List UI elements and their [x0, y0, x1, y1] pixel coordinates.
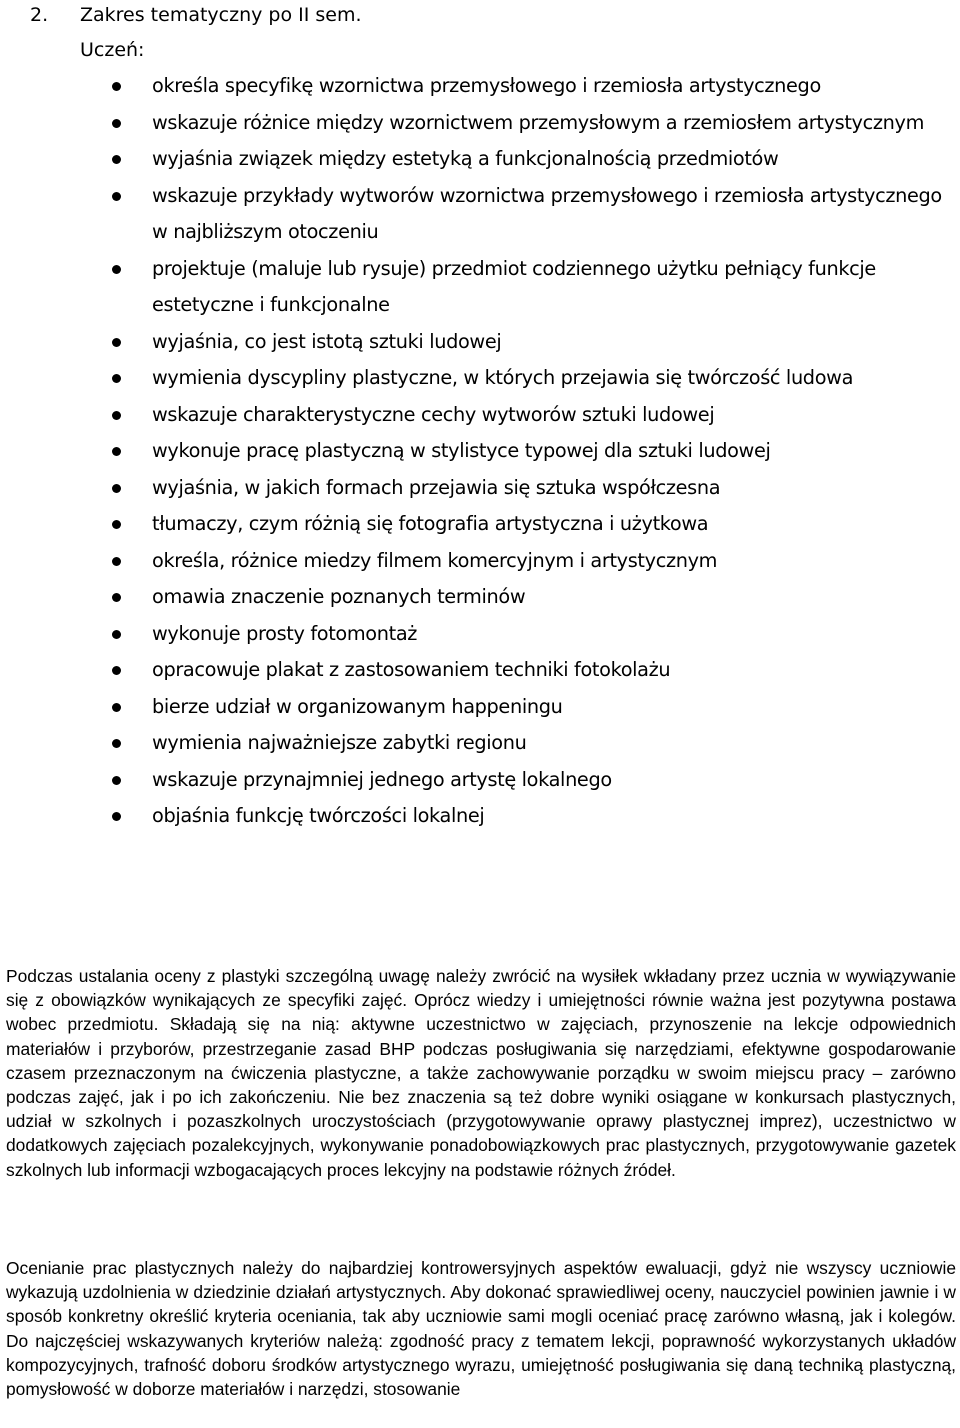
list-item-text: określa, różnice miedzy filmem komercyjnym i artystycznym — [152, 548, 718, 572]
section-number: 2. — [30, 4, 49, 26]
list-item — [0, 68, 960, 105]
section-title: Zakres tematyczny po II sem. — [80, 4, 362, 26]
bullet-icon — [112, 338, 121, 347]
list-item — [0, 579, 960, 616]
bullet-icon — [112, 739, 121, 748]
list-item — [0, 543, 960, 580]
bullet-icon — [112, 119, 121, 128]
list-item — [0, 616, 960, 653]
list-item — [0, 798, 960, 835]
bullet-icon — [112, 82, 121, 91]
bullet-icon — [112, 776, 121, 785]
bullet-icon — [112, 265, 121, 274]
list-item-text: objaśnia funkcję twórczości lokalnej — [152, 804, 485, 827]
bullet-icon — [112, 630, 121, 639]
list-item-text: wyjaśnia związek między estetyką a funkcjonalnością przedmiotów — [152, 147, 779, 170]
list-item-text: wykonuje pracę plastyczną w stylistyce typowej dla sztuki ludowej — [152, 439, 771, 462]
list-item-text: wskazuje przynajmniej jednego artystę lokalnego — [152, 767, 612, 791]
bullet-icon — [112, 593, 121, 602]
list-item-text: omawia znaczenie poznanych terminów — [152, 585, 526, 608]
list-item-text: wykonuje prosty fotomontaż — [152, 621, 418, 645]
bullet-icon — [112, 192, 121, 201]
list-item-text: projektuje (maluje lub rysuje) przedmiot codziennego użytku pełniący funkcje estetyczne i funkcjonalne — [152, 256, 876, 316]
list-item — [0, 506, 960, 543]
learning-outcomes-list — [0, 68, 960, 835]
list-item-text: wskazuje różnice między wzornictwem przemysłowym a rzemiosłem artystycznym — [152, 110, 925, 134]
bullet-icon — [112, 666, 121, 675]
bullet-icon — [112, 411, 121, 420]
list-item-text: wyjaśnia, co jest istotą sztuki ludowej — [152, 329, 502, 353]
bullet-icon — [112, 557, 121, 566]
list-item — [0, 689, 960, 726]
list-item — [0, 251, 960, 324]
bullet-icon — [112, 447, 121, 456]
list-item — [0, 433, 960, 470]
list-item — [0, 360, 960, 397]
bullet-icon — [112, 484, 121, 493]
list-item-text: wyjaśnia, w jakich formach przejawia się sztuka współczesna — [152, 475, 721, 499]
list-item — [0, 178, 960, 251]
bullet-icon — [112, 812, 121, 821]
grading-criteria-paragraph: Ocenianie prac plastycznych należy do najbardziej kontrowersyjnych aspektów ewaluacji, gdyż nie wszyscy uczniowie wykazują uzdolnienia w dziedzinie działań artystycznych. Aby dokonać sprawiedliwej oceny, nauczyciel powinien jawnie i w sposób konkretny określić kryteria oceniania, tak aby uczniowie sami mogli oceniać pracę zarówno własną, jak i kolegów. Do najczęściej wskazywanych kryteriów należą: zgodność pracy z tematem lekcji, poprawność wykorzystanych układów kompozycyjnych, trafność doboru środków artystycznego wyrazu, umiejętność posługiwania się daną techniką plastyczną, pomysłowość w doborze materiałów i narzędzi, stosowanie — [6, 1258, 956, 1400]
list-item-text: wskazuje przykłady wytworów wzornictwa przemysłowego i rzemiosła artystycznego w najbliższym otoczeniu — [152, 183, 942, 243]
grading-attitude-paragraph: Podczas ustalania oceny z plastyki szczególną uwagę należy zwrócić na wysiłek wkładany przez ucznia w wywiązywanie się z obowiązków wynikających ze specyfiki zajęć. Oprócz wiedzy i umiejętności równie ważna jest pozytywna postawa wobec przedmiotu. Składają się na nią: aktywne uczestnictwo w zajęciach, przynoszenie na lekcje odpowiednich materiałów i przyborów, przestrzeganie zasad BHP podczas posługiwania się narzędziami, efektywne gospodarowanie czasem przeznaczonym na ćwiczenia plastyczne, a także zachowywanie porządku w swoim miejscu pracy – zarówno podczas zajęć, jak i po ich zakończeniu. Nie bez znaczenia są też dobre wyniki osiągane w konkursach plastycznych, udział w szkolnych i pozaszkolnych uroczystościach (przygotowywanie oprawy plastycznej imprez), uczestnictwo w dodatkowych zajęciach pozalekcyjnych, wykonywanie ponadobowiązkowych prac plastycznych, przygotowywanie gazetek szkolnych lub informacji wzbogacających proces lekcyjny na podstawie różnych źródeł. — [6, 966, 956, 1180]
list-item — [0, 324, 960, 361]
bullet-icon — [112, 520, 121, 529]
list-item — [0, 141, 960, 178]
list-item-text: określa specyfikę wzornictwa przemysłowego i rzemiosła artystycznego — [152, 74, 821, 97]
bullet-icon — [112, 155, 121, 164]
bullet-icon — [112, 374, 121, 383]
list-item-text: wymienia najważniejsze zabytki regionu — [152, 731, 527, 754]
list-item-text: wskazuje charakterystyczne cechy wytworów sztuki ludowej — [152, 402, 715, 426]
bullet-icon — [112, 703, 121, 712]
list-item-text: wymienia dyscypliny plastyczne, w których przejawia się twórczość ludowa — [152, 366, 854, 389]
section-heading — [30, 2, 362, 28]
list-item-text: tłumaczy, czym różnią się fotografia artystyczna i użytkowa — [152, 512, 709, 535]
list-item — [0, 105, 960, 142]
list-item-text: opracowuje plakat z zastosowaniem techniki fotokolażu — [152, 658, 671, 681]
list-item — [0, 397, 960, 434]
list-item — [0, 725, 960, 762]
list-item — [0, 762, 960, 799]
list-item — [0, 470, 960, 507]
list-item-text: bierze udział w organizowanym happeningu — [152, 694, 563, 718]
student-label: Uczeń: — [80, 39, 145, 61]
list-item — [0, 652, 960, 689]
